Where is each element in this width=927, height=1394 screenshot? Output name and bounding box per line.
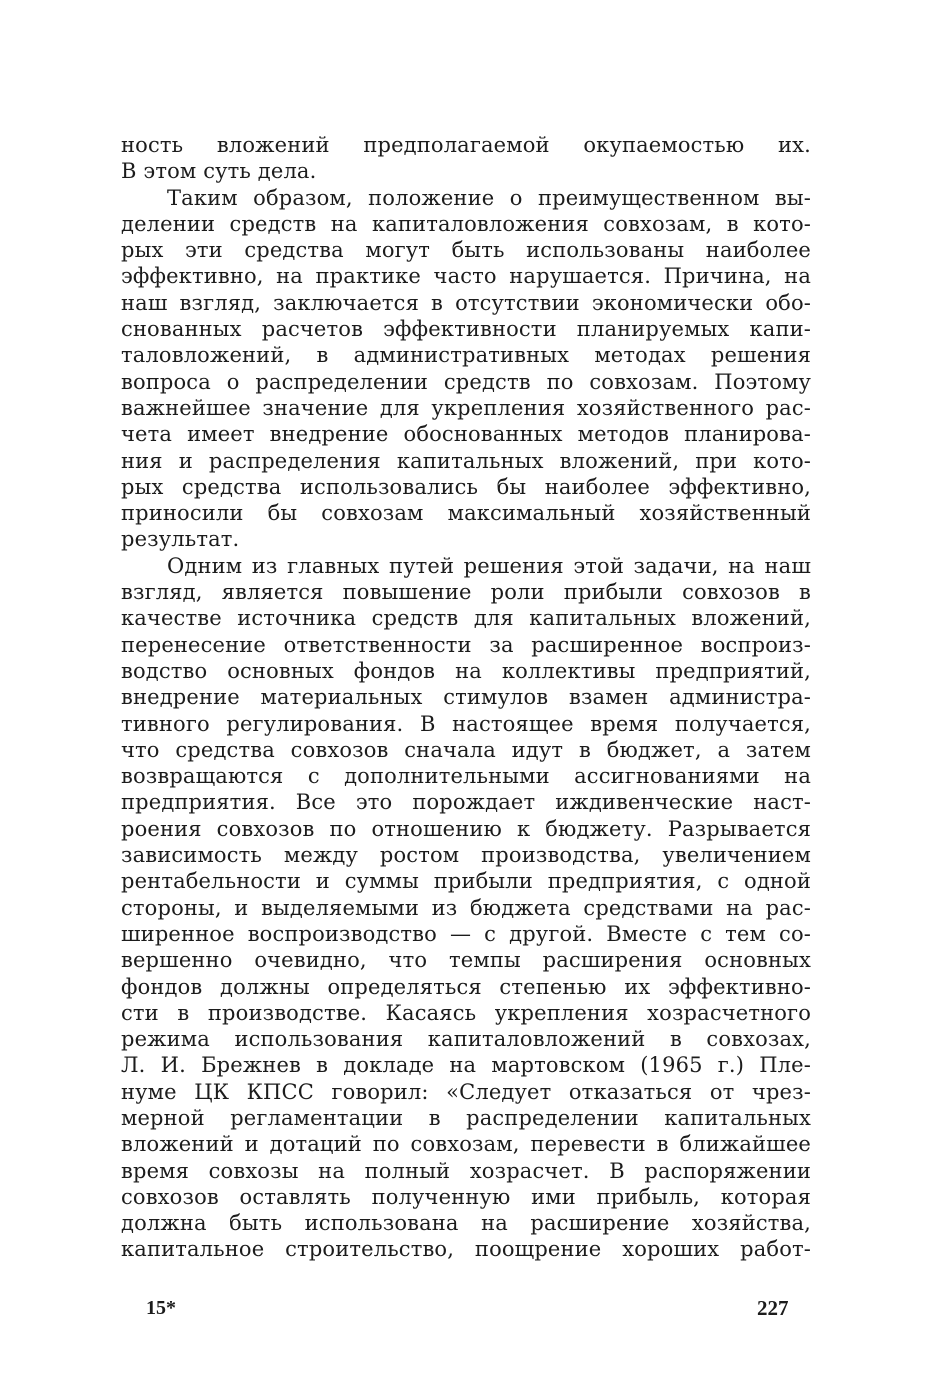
text-line: взгляд, является повышение роли прибыли совхозов в (121, 580, 811, 605)
page-number: 227 (757, 1296, 789, 1320)
text-line: водство основных фондов на коллективы предприятий, (121, 658, 811, 683)
text-line: В этом суть дела. (121, 159, 317, 184)
text-line: чета имеет внедрение обоснованных методов планирова- (121, 422, 811, 447)
text-line: результат. (121, 527, 240, 552)
text-line: должна быть использована на расширение хозяйства, (121, 1211, 811, 1236)
text-line: совхозов оставлять полученную ими прибыль, которая (121, 1184, 811, 1209)
text-line: зависимость между ростом производства, увеличением (121, 843, 811, 868)
text-line: вопроса о распределении средств по совхозам. Поэтому (121, 369, 811, 394)
text-line: приносили бы совхозам максимальный хозяйственный (121, 501, 811, 526)
paragraph (121, 185, 811, 553)
text-line: рых эти средства могут быть использованы наиболее (121, 238, 811, 263)
text-line: роения совхозов по отношению к бюджету. Разрывается (121, 816, 811, 841)
text-line: делении средств на капиталовложения совхозам, в кото- (121, 211, 811, 236)
text-line: внедрение материальных стимулов взамен администра- (121, 685, 811, 710)
signature-mark: 15* (146, 1297, 176, 1319)
text-line: Л. И. Брежнев в докладе на мартовском (1965 г.) Пле- (121, 1053, 811, 1078)
text-line: что средства совхозов сначала идут в бюджет, а затем (121, 737, 811, 762)
text-line: эффективно, на практике часто нарушается. Причина, на (121, 264, 811, 289)
text-line: ния и распределения капитальных вложений, при кото- (121, 448, 811, 473)
text-line: важнейшее значение для укрепления хозяйственного рас- (121, 395, 811, 420)
text-line: рых средства использовались бы наиболее эффективно, (121, 474, 811, 499)
text-line: Таким образом, положение о преимущественном вы- (167, 185, 811, 210)
text-line: капитальное строительство, поощрение хороших работ- (121, 1237, 811, 1262)
text-line: возвращаются с дополнительными ассигнованиями на (121, 764, 811, 789)
text-line: предприятия. Все это порождает иждивенческие наст- (121, 790, 811, 815)
text-line: наш взгляд, заключается в отсутствии экономически обо- (121, 290, 811, 315)
text-line: таловложений, в административных методах решения (121, 343, 811, 368)
paragraph (121, 132, 811, 185)
body-text (121, 132, 811, 1263)
text-line: мерной регламентации в распределении капитальных (121, 1105, 811, 1130)
text-line: Одним из главных путей решения этой задачи, на наш (167, 553, 811, 578)
text-line: режима использования капиталовложений в совхозах, (121, 1027, 811, 1052)
paragraph (121, 553, 811, 1263)
text-line: время совхозы на полный хозрасчет. В распоряжении (121, 1158, 811, 1183)
text-line: снованных расчетов эффективности планируемых капи- (121, 317, 811, 342)
text-line: перенесение ответственности за расширенное воспроиз- (121, 632, 811, 657)
text-line: ширенное воспроизводство — с другой. Вместе с тем со- (121, 921, 811, 946)
text-line: стороны, и выделяемыми из бюджета средствами на рас- (121, 895, 811, 920)
text-line: нуме ЦК КПСС говорил: «Следует отказаться от чрез- (121, 1079, 811, 1104)
text-line: фондов должны определяться степенью их эффективно- (121, 974, 811, 999)
text-line: сти в производстве. Касаясь укрепления хозрасчетного (121, 1000, 811, 1025)
text-line: вложений и дотаций по совхозам, перевести в ближайшее (121, 1132, 811, 1157)
text-line: ность вложений предполагаемой окупаемостью их. (121, 133, 811, 157)
text-line: тивного регулирования. В настоящее время получается, (121, 711, 811, 736)
text-line: вершенно очевидно, что темпы расширения основных (121, 948, 811, 973)
text-line: качестве источника средств для капитальных вложений, (121, 606, 811, 631)
text-line: рентабельности и суммы прибыли предприятия, с одной (121, 869, 811, 894)
